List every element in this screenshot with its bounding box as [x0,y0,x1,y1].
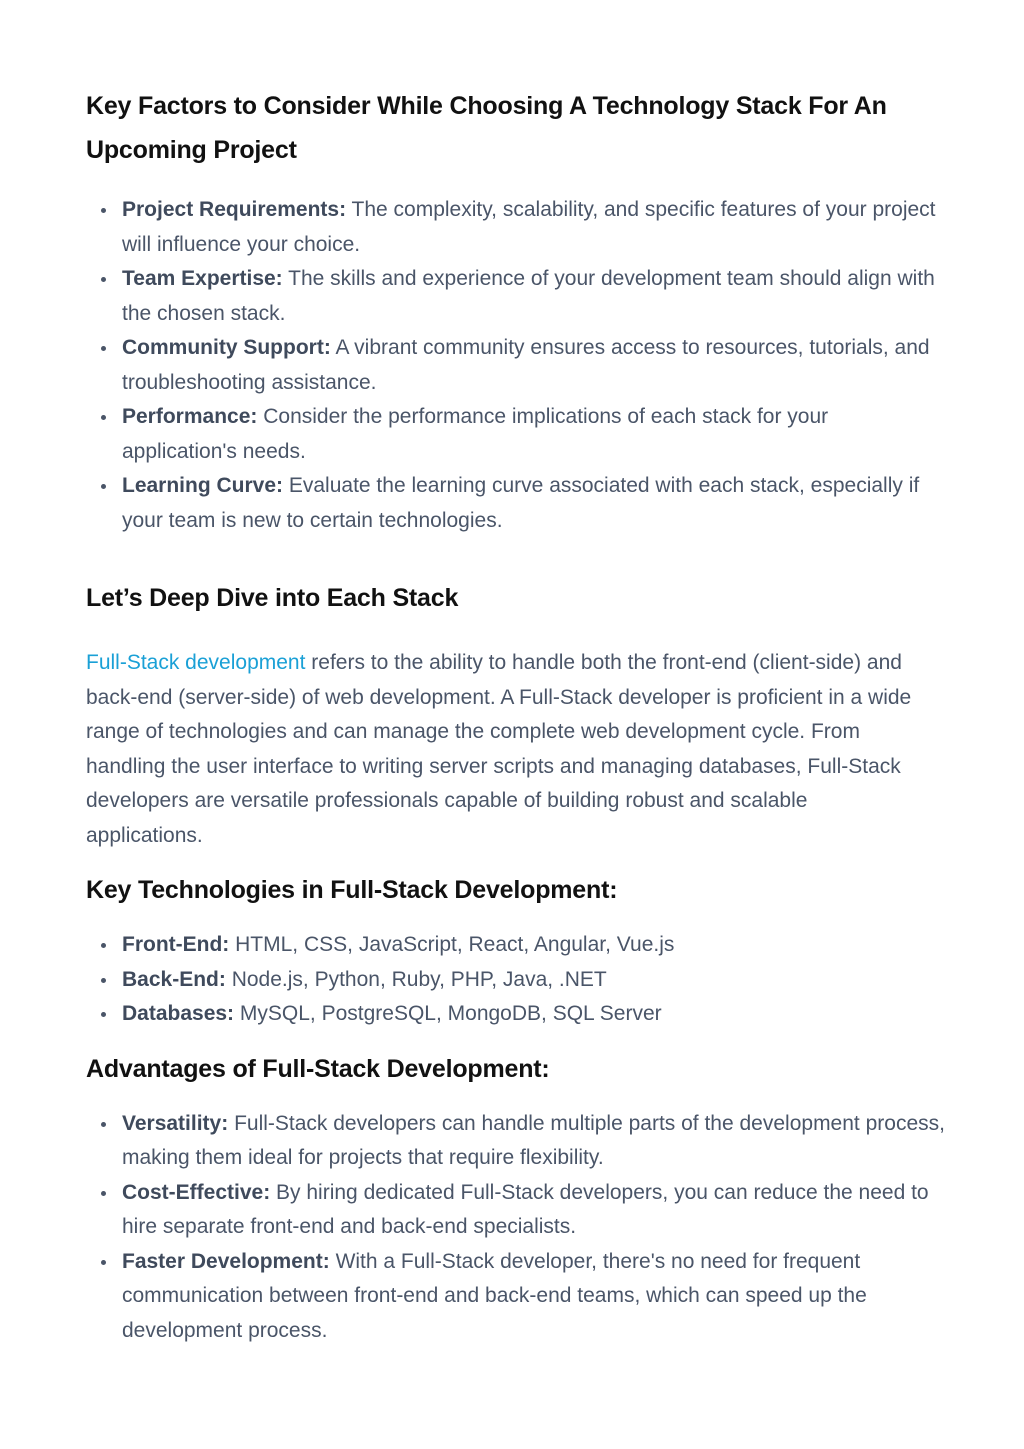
intro-paragraph [86,646,926,853]
bullet-icon [101,1260,106,1265]
heading-key-technologies: Key Technologies in Full-Stack Development: [86,876,618,904]
list-item [86,963,946,998]
list-item-text: Consider the performance implications of each stack for your application's needs. [122,405,829,463]
list-item-term: Project Requirements: [122,198,347,221]
list-item-text: MySQL, PostgreSQL, MongoDB, SQL Server [234,1002,662,1025]
list-item [86,997,946,1032]
bullet-icon [101,1012,106,1017]
list-item [86,1245,946,1349]
technologies-list [86,928,946,1032]
list-item-term: Team Expertise: [122,267,283,290]
list-item [86,400,946,469]
list-item-term: Performance: [122,405,258,428]
list-item [86,1176,946,1245]
list-item [86,1107,946,1176]
bullet-icon [101,415,106,420]
list-item-term: Front-End: [122,933,230,956]
bullet-icon [101,978,106,983]
list-item-text: With a Full-Stack developer, there's no need for frequent communication between front-end and back-end teams, which can speed up the development process. [122,1249,867,1342]
key-factors-list [86,193,946,538]
full-stack-link[interactable]: Full-Stack development [86,651,306,674]
heading-key-factors: Key Factors to Consider While Choosing A Technology Stack For An Upcoming Project [86,92,887,164]
list-item-text: A vibrant community ensures access to resources, tutorials, and troubleshooting assistance. [122,336,930,394]
list-item-text: HTML, CSS, JavaScript, React, Angular, Vue.js [229,933,675,956]
list-item-term: Databases: [122,1002,235,1025]
list-item-text: Evaluate the learning curve associated with each stack, especially if your team is new to certain technologies. [122,474,920,532]
heading-advantages: Advantages of Full-Stack Development: [86,1054,550,1083]
bullet-icon [101,346,106,351]
advantages-list [86,1107,946,1349]
bullet-icon [101,1122,106,1127]
bullet-icon [101,1191,106,1196]
list-item [86,193,946,262]
list-item-term: Faster Development: [122,1249,330,1273]
list-item-text: By hiring dedicated Full-Stack developers, you can reduce the need to hire separate front-end and back-end specialists. [122,1180,929,1238]
bullet-icon [101,943,106,948]
list-item-term: Community Support: [122,336,331,359]
list-item-text: Full-Stack developers can handle multiple parts of the development process, making them ideal for projects that require flexibility. [122,1111,945,1169]
list-item-term: Learning Curve: [122,474,284,497]
bullet-icon [101,484,106,489]
list-item [86,262,946,331]
list-item-term: Back-End: [122,967,226,991]
list-item-term: Cost-Effective: [122,1180,271,1204]
intro-paragraph-text: refers to the ability to handle both the front-end (client-side) and back-end (server-side) of web development. A Full-Stack developer is proficient in a wide range of technologies and can manage the complete web development cycle. From handling the user interface to writing server scripts and managing databases, Full-Stack developers are versatile professionals capable of building robust and scalable applications. [86,651,912,847]
list-item [86,331,946,400]
list-item-text: The skills and experience of your development team should align with the chosen stack. [122,267,935,325]
bullet-icon [101,277,106,282]
list-item [86,469,946,538]
list-item [86,928,946,963]
heading-deep-dive: Let’s Deep Dive into Each Stack [86,584,459,612]
article-content [86,84,946,1348]
list-item-text: Node.js, Python, Ruby, PHP, Java, .NET [225,967,607,991]
bullet-icon [101,208,106,213]
list-item-text: The complexity, scalability, and specific features of your project will influence your choice. [122,198,936,256]
list-item-term: Versatility: [122,1111,229,1135]
